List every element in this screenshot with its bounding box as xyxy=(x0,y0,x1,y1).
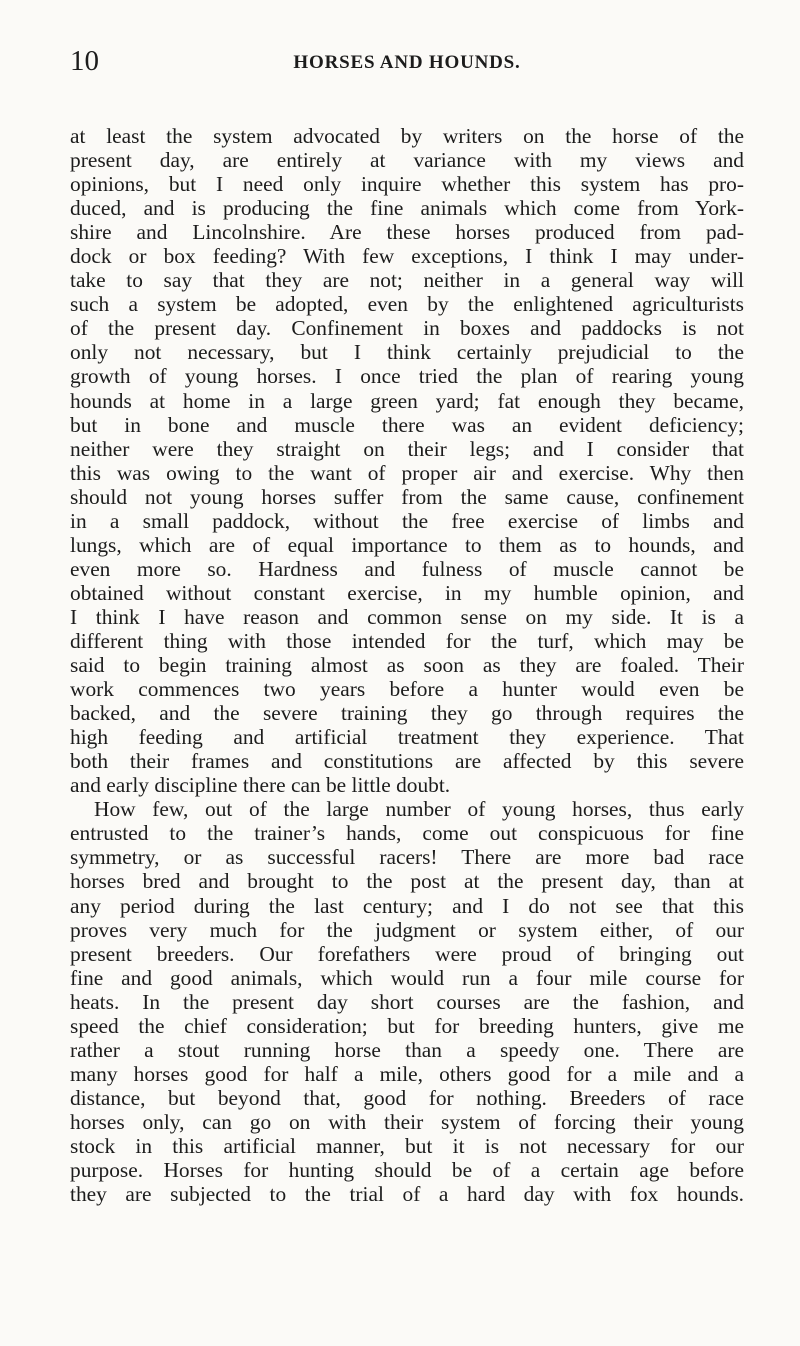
text-line: lungs, which are of equal importance to them as to hounds, and xyxy=(70,532,744,557)
text-line: present day, are entirely at variance with my views and xyxy=(70,148,744,173)
text-line: at least the system advocated by writers on the horse of the xyxy=(70,124,744,148)
text-line: horses bred and brought to the post at the present day, than at xyxy=(70,869,744,894)
text-line: they are subjected to the trial of a hard day with fox hounds. xyxy=(70,1182,744,1207)
text-line: growth of young horses. I once tried the plan of rearing young xyxy=(70,364,744,389)
text-line: symmetry, or as successful racers! There are more bad race xyxy=(70,845,744,870)
text-line: heats. In the present day short courses are the fashion, and xyxy=(70,989,744,1014)
text-line: horses only, can go on with their system of forcing their young xyxy=(70,1109,744,1134)
page-header xyxy=(70,44,744,84)
text-line: duced, and is producing the fine animals which come from York- xyxy=(70,196,744,221)
text-line: this was owing to the want of proper air and exercise. Why then xyxy=(70,460,744,485)
text-line: obtained without constant exercise, in my humble opinion, and xyxy=(70,580,744,605)
text-line: in a small paddock, without the free exercise of limbs and xyxy=(70,508,744,533)
text-line: I think I have reason and common sense on my side. It is a xyxy=(70,604,744,629)
text-line: speed the chief consideration; but for breeding hunters, give me xyxy=(70,1013,744,1038)
text-line: opinions, but I need only inquire whether this system has pro- xyxy=(70,172,744,197)
text-line: work commences two years before a hunter would even be xyxy=(70,677,744,702)
text-line: many horses good for half a mile, others good for a mile and a xyxy=(70,1061,744,1086)
text-line: distance, but beyond that, good for nothing. Breeders of race xyxy=(70,1085,744,1110)
text-line: hounds at home in a large green yard; fat enough they became, xyxy=(70,388,744,413)
text-line: of the present day. Confinement in boxes and paddocks is not xyxy=(70,316,744,341)
text-line: should not young horses suffer from the same cause, confinement xyxy=(70,484,744,509)
text-line: high feeding and artificial treatment they experience. That xyxy=(70,725,744,750)
text-line: present breeders. Our forefathers were proud of bringing out xyxy=(70,941,744,966)
text-line: shire and Lincolnshire. Are these horses produced from pad- xyxy=(70,220,744,245)
text-line: dock or box feeding? With few exceptions, I think I may under- xyxy=(70,244,744,269)
text-line: How few, out of the large number of young horses, thus early xyxy=(94,797,744,822)
body-text xyxy=(70,124,744,1206)
text-line: different thing with those intended for the turf, which may be xyxy=(70,628,744,653)
page-number: 10 xyxy=(70,45,99,77)
text-line: fine and good animals, which would run a four mile course for xyxy=(70,965,744,990)
text-line: entrusted to the trainer’s hands, come out conspicuous for fine xyxy=(70,821,744,846)
text-line: any period during the last century; and I do not see that this xyxy=(70,893,744,918)
text-line: both their frames and constitutions are affected by this severe xyxy=(70,749,744,774)
text-line: stock in this artificial manner, but it is not necessary for our xyxy=(70,1133,744,1158)
text-line: rather a stout running horse than a speedy one. There are xyxy=(70,1037,744,1062)
text-line: said to begin training almost as soon as they are foaled. Their xyxy=(70,653,744,678)
text-line: neither were they straight on their legs; and I consider that xyxy=(70,436,744,461)
text-line: take to say that they are not; neither in a general way will xyxy=(70,268,744,293)
running-head: HORSES AND HOUNDS. xyxy=(293,52,521,73)
text-line: even more so. Hardness and fulness of muscle cannot be xyxy=(70,556,744,581)
text-line: purpose. Horses for hunting should be of a certain age before xyxy=(70,1158,744,1183)
text-line: proves very much for the judgment or system either, of our xyxy=(70,917,744,942)
text-line: only not necessary, but I think certainly prejudicial to the xyxy=(70,340,744,365)
text-line: but in bone and muscle there was an evident deficiency; xyxy=(70,412,744,437)
text-line: and early discipline there can be little doubt. xyxy=(70,773,451,798)
text-line: backed, and the severe training they go through requires the xyxy=(70,701,744,726)
text-line: such a system be adopted, even by the enlightened agriculturists xyxy=(70,292,744,317)
